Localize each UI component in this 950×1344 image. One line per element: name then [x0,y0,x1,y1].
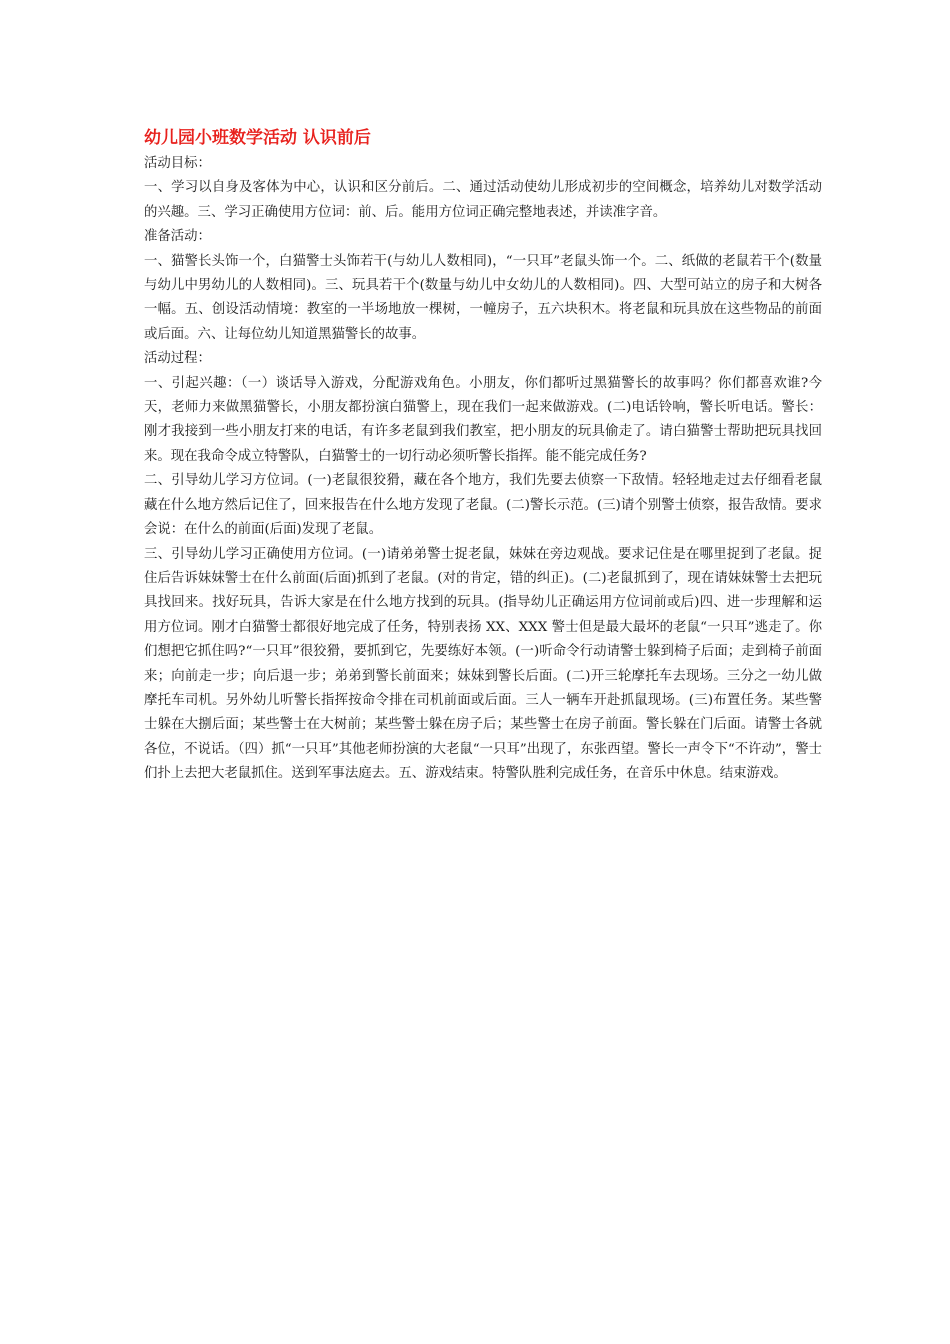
paragraph-process-1: 一、引起兴趣：（一）谈话导入游戏，分配游戏角色。小朋友，你们都听过黑猫警长的故事吗？你们都喜欢谁?今天，老师力来做黑猫警长，小朋友都扮演白猫警上，现在我们一起来做游戏。(二)电话铃响，警长听电话。警长：刚才我接到一些小朋友打来的电话，有许多老鼠到我们教室，把小朋友的玩具偷走了。请白猫警士帮助把玩具找回来。现在我命令成立特警队，白猫警士的一切行动必须听警长指挥。能不能完成任务? [144,375,822,464]
section-heading-preparation: 准备活动： [144,229,211,245]
section-heading-process: 活动过程： [144,351,211,367]
document-title: 幼儿园小班数学活动 认识前后 [144,128,371,148]
section-heading-goals: 活动目标： [144,156,211,171]
paragraph-goals: 一、学习以自身及客体为中心，认识和区分前后。二、通过活动使幼儿形成初步的空间概念，培养幼儿对数学活动的兴趣。三、学习正确使用方位词：前、后。能用方位词正确完整地表述，并读准字音。 [144,180,822,220]
paragraph-process-3: 三、引导幼儿学习正确使用方位词。(一)请弟弟警士捉老鼠，妹妹在旁边观战。要求记住是在哪里捉到了老鼠。捉住后告诉妹妹警士在什么前面(后面)抓到了老鼠。(对的肯定，错的纠正)。(二)老鼠抓到了，现在请妹妹警士去把玩具找回来。找好玩具，告诉大家是在什么地方找到的玩具。(指导幼儿正确运用方位词前或后)四、进一步理解和运用方位词。刚才白猫警士都很好地完成了任务，特别表扬 XX、XXX 警士但是最大最坏的老鼠“一只耳”逃走了。你们想把它抓住吗?“一只耳”很狡猾，要抓到它，先要练好本领。(一)听命令行动请警士躲到椅子后面；走到椅子前面来；向前走一步；向后退一步；弟弟到警长前面来；妹妹到警长后面。(二)开三轮摩托车去现场。三分之一幼儿做摩托车司机。另外幼儿听警长指挥按命令排在司机前面或后面。三人一辆车开赴抓鼠现场。(三)布置任务。某些警士躲在大捌后面；某些警士在大树前；某些警士躲在房子后；某些警士在房子前面。警长躲在门后面。请警士各就各位，不说话。（四）抓“一只耳”其他老师扮演的大老鼠“一只耳”出现了，东张西望。警长一声令下“不许动”，警士们扑上去把大老鼠抓住。送到军事法庭去。五、游戏结束。特警队胜利完成任务，在音乐中休息。结束游戏。 [144,546,822,782]
document-page [144,126,822,787]
paragraph-preparation: 一、猫警长头饰一个，白猫警士头饰若干(与幼儿人数相同)，“一只耳”老鼠头饰一个。二、纸做的老鼠若干个(数量与幼儿中男幼儿的人数相同)。三、玩具若干个(数量与幼儿中女幼儿的人数相同)。四、大型可站立的房子和大树各一幅。五、创设活动情境：教室的一半场地放一棵树，一幢房子，五六块积木。将老鼠和玩具放在这些物品的前面或后面。六、让每位幼儿知道黑猫警长的故事。 [144,253,822,342]
paragraph-process-2: 二、引导幼儿学习方位词。(一)老鼠很狡猾，藏在各个地方，我们先要去侦察一下敌情。轻轻地走过去仔细看老鼠藏在什么地方然后记住了，回来报告在什么地方发现了老鼠。(二)警长示范。(三)请个别警士侦察，报告敌情。要求会说：在什么的前面(后面)发现了老鼠。 [144,473,822,538]
